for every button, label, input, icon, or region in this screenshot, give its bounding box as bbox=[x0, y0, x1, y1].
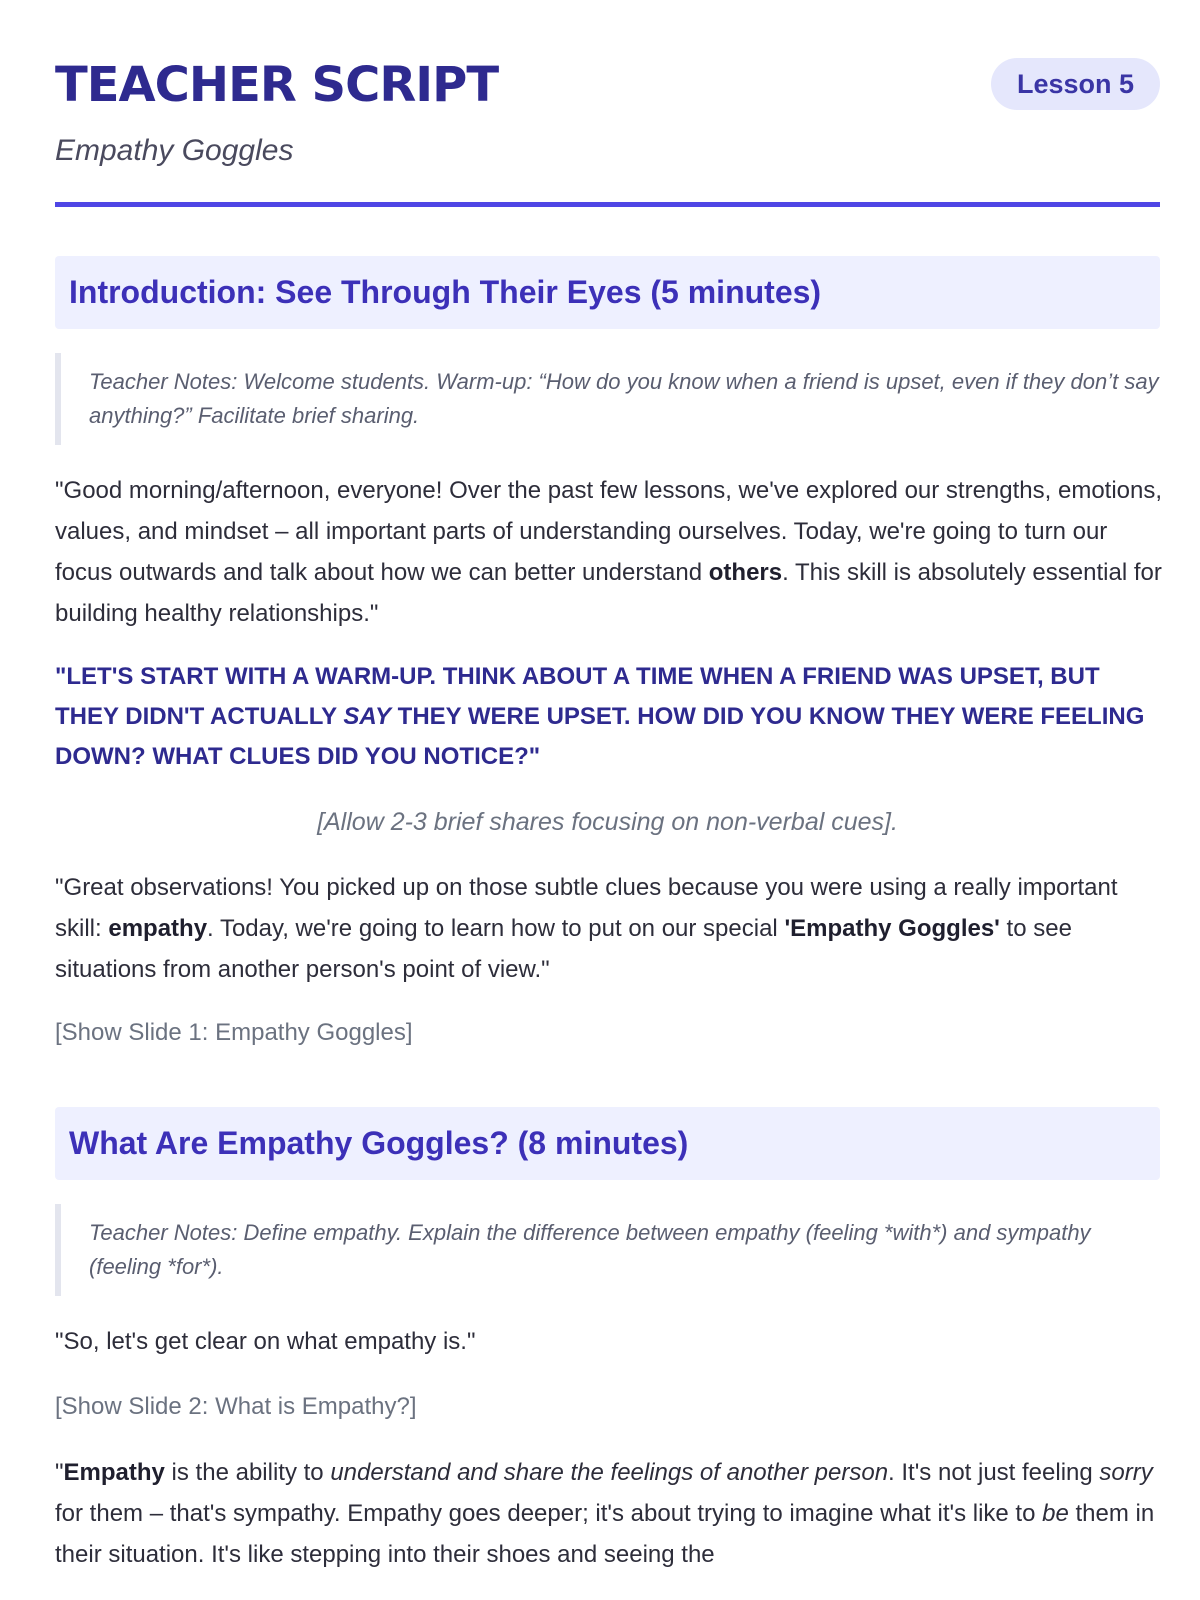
lesson-badge: Lesson 5 bbox=[991, 58, 1160, 110]
emphasis-definition: understand and share the feelings of another person bbox=[330, 1459, 889, 1486]
script-paragraph-observations: "Great observations! You picked up on those subtle clues because you were using a really important skill: empathy. Today, we're going to learn how to put on our special 'Empathy Goggles' to see situations from another person's point of view." bbox=[55, 874, 1118, 983]
teacher-notes-introduction: Teacher Notes: Welcome students. Warm-up: “How do you know when a friend is upset, even if they don’t say anything?” Facilitate brief sharing. bbox=[55, 353, 1160, 445]
stage-direction: [Allow 2-3 brief shares focusing on non-verbal cues]. bbox=[317, 808, 898, 836]
emphasis-empathy: empathy bbox=[108, 915, 208, 942]
emphasis-sorry: sorry bbox=[1099, 1459, 1153, 1486]
slide-cue-1: [Show Slide 1: Empathy Goggles] bbox=[55, 1019, 413, 1046]
slide-cue-2: [Show Slide 2: What is Empathy?] bbox=[55, 1393, 417, 1420]
warm-up-prompt: "LET'S START WITH A WARM-UP. THINK ABOUT A TIME WHEN A FRIEND WAS UPSET, BUT THEY DIDN'T ACTUALLY SAY THEY WERE UPSET. HOW DID YOU KNOW THEY WERE FEELING DOWN? WHAT CLUES DID YOU NOTICE?" bbox=[55, 663, 1145, 770]
emphasis-be: be bbox=[1042, 1500, 1069, 1527]
script-paragraph-greeting: "Good morning/afternoon, everyone! Over the past few lessons, we've explored our strengths, emotions, values, and mindset – all important parts of understanding ourselves. Today, we're going to turn our focus outwards and talk about how we can better understand others. This skill is absolutely essential for building healthy relationships." bbox=[55, 477, 1163, 627]
teacher-notes-definition: Teacher Notes: Define empathy. Explain the difference between empathy (feeling *with*) and sympathy (feeling *for*). bbox=[55, 1204, 1160, 1296]
script-paragraph-empathy-definition: "Empathy is the ability to understand and share the feelings of another person. It's not just feeling sorry for them – that's sympathy. Empathy goes deeper; it's about trying to imagine what it's like to be them in their situation. It's like stepping into their shoes and seeing the bbox=[55, 1459, 1155, 1568]
document-subtitle: Empathy Goggles bbox=[55, 134, 294, 167]
document-title: TEACHER SCRIPT bbox=[55, 57, 499, 113]
script-paragraph-definition-intro: "So, let's get clear on what empathy is." bbox=[55, 1328, 476, 1355]
emphasis-empathy-term: Empathy bbox=[63, 1459, 165, 1486]
emphasis-empathy-goggles: 'Empathy Goggles' bbox=[784, 915, 1000, 942]
section-heading-what-are-empathy-goggles: What Are Empathy Goggles? (8 minutes) bbox=[55, 1107, 1160, 1180]
header-divider bbox=[55, 202, 1160, 207]
section-heading-introduction: Introduction: See Through Their Eyes (5 minutes) bbox=[55, 256, 1160, 329]
emphasis-others: others bbox=[708, 559, 783, 586]
emphasis-say: SAY bbox=[343, 703, 391, 730]
